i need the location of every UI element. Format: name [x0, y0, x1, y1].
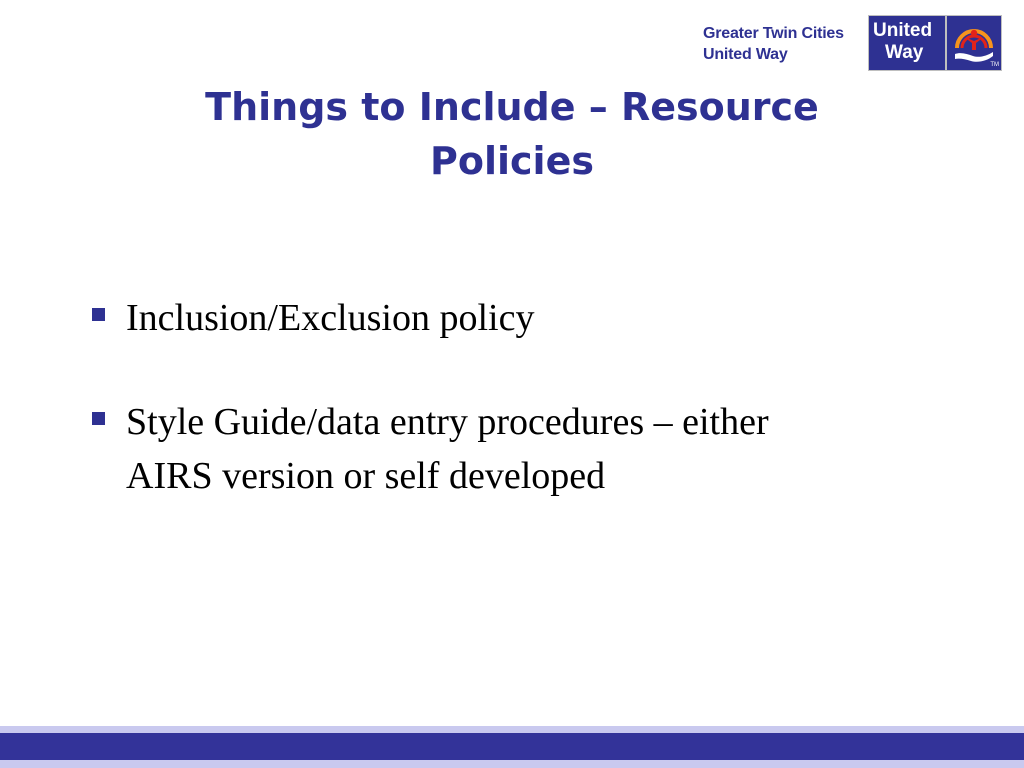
- footer-bar: [0, 733, 1024, 760]
- slide-title-line1: Things to Include – Resource: [205, 85, 819, 129]
- bullet-item: [90, 291, 950, 345]
- logo-mark-line2: Way: [885, 42, 924, 63]
- trademark-symbol: TM: [990, 62, 999, 68]
- square-bullet-icon: [92, 412, 105, 425]
- hand-rainbow-person-icon: [946, 15, 1002, 71]
- logo-mark: [868, 15, 1003, 73]
- bullet-text-line: Inclusion/Exclusion policy: [126, 297, 535, 339]
- logo-org-line2: United Way: [703, 46, 788, 63]
- slide-title-line2: Policies: [430, 139, 594, 183]
- logo-wordmark-box: [868, 15, 946, 71]
- bullet-item: [90, 395, 950, 503]
- logo-org-line1: Greater Twin Cities: [703, 25, 844, 42]
- square-bullet-icon: [92, 308, 105, 321]
- footer-stripe-bottom: [0, 760, 1024, 768]
- logo-mark-line1: United: [873, 20, 933, 41]
- united-way-logo: [703, 15, 1003, 73]
- bullet-list: [90, 291, 950, 553]
- bullet-text-line: AIRS version or self developed: [126, 455, 606, 497]
- footer-stripe-light: [0, 726, 1024, 733]
- slide-title: [100, 80, 924, 188]
- bullet-text-line: Style Guide/data entry procedures – either: [126, 401, 769, 443]
- logo-org-name: [703, 23, 844, 65]
